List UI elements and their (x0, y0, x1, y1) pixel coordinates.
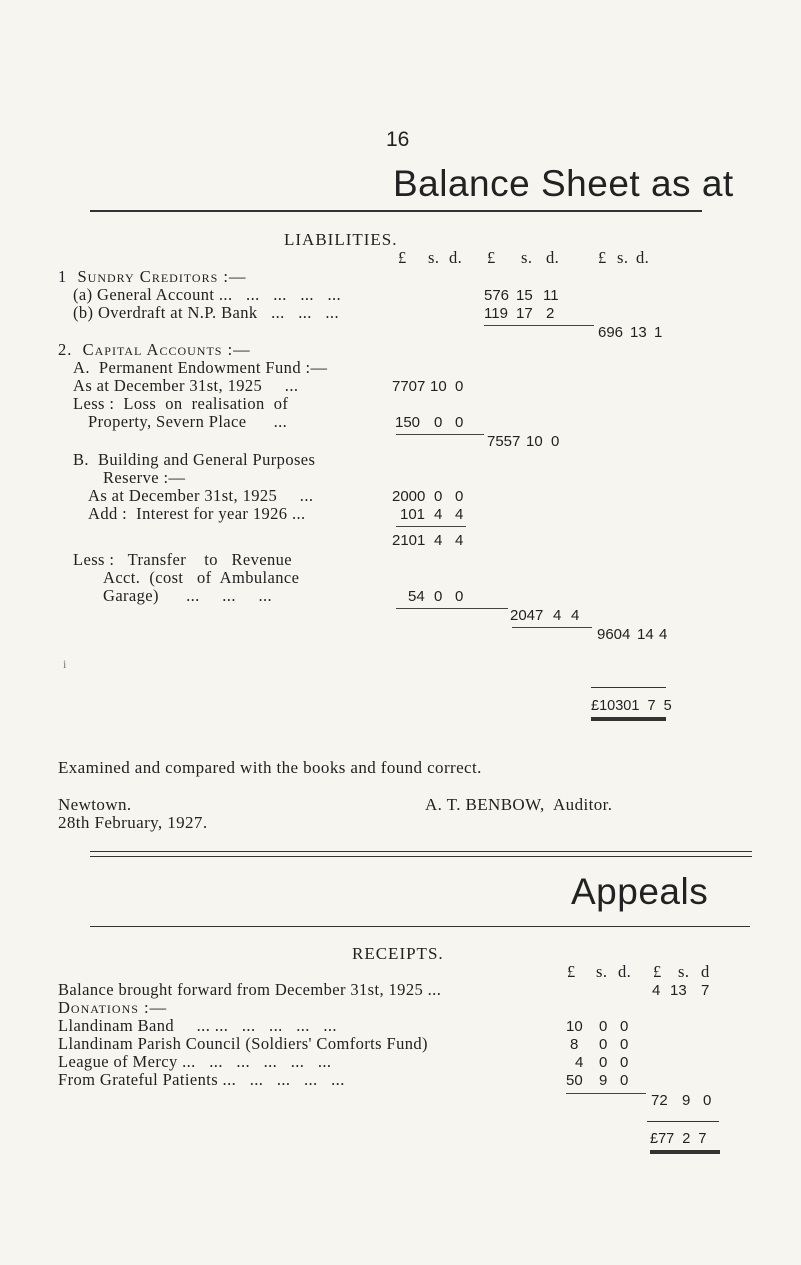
donation-name: Llandinam Parish Council (Soldiers' Comforts Fund) (58, 1034, 428, 1053)
building-less-shillings: 0 (434, 588, 443, 605)
building-line1-shillings: 0 (434, 488, 443, 505)
sundry-total-pence: 1 (654, 324, 663, 341)
building-line1-pounds: 2000 (392, 488, 426, 505)
appeals-total-rule-top (647, 1121, 719, 1122)
stray-mark: i (63, 657, 67, 671)
building-line2-pounds: 101 (400, 506, 426, 523)
overdraft-pence: 2 (546, 305, 555, 322)
balance-forward-pence: 7 (701, 982, 710, 999)
title-rule (90, 210, 702, 212)
appeals-title: Appeals (571, 871, 709, 912)
appeals-header-pounds-1: £ (567, 962, 576, 981)
building-subtotal-rule (396, 526, 466, 527)
balance-forward-shillings: 13 (670, 982, 687, 999)
balance-grand-total: £10301 7 5 (591, 698, 672, 714)
endowment-total-shillings: 10 (526, 433, 543, 450)
building-subtotal-pounds: 2101 (392, 532, 426, 549)
general-account-pence: 11 (543, 287, 559, 304)
donation-pounds: 10 (566, 1018, 583, 1035)
donations-total-shillings: 9 (682, 1092, 691, 1109)
col-header-shillings-1: s. (428, 248, 440, 267)
endowment-line2: Less : Loss on realisation of (73, 394, 289, 413)
section-separator-top (90, 851, 752, 852)
page-number: 16 (386, 128, 410, 151)
donation-name: From Grateful Patients ... ... ... ... ... (58, 1070, 345, 1089)
donation-shillings: 0 (599, 1036, 608, 1053)
building-less2: Acct. (cost of Ambulance (103, 568, 300, 587)
col-header-pence-2: d. (546, 248, 560, 267)
sundry-total-pounds: 696 (598, 324, 624, 341)
col-header-shillings-3: s. (617, 248, 629, 267)
appeals-total-rule-bottom (650, 1150, 720, 1154)
col-header-pounds-2: £ (487, 248, 496, 267)
col-header-pence-1: d. (449, 248, 463, 267)
donation-shillings: 0 (599, 1018, 608, 1035)
capital-total-shillings: 14 (637, 626, 654, 643)
endowment-line1-shillings: 10 (430, 378, 447, 395)
appeals-header-pence-1: d. (618, 962, 632, 981)
donation-pence: 0 (620, 1054, 629, 1071)
receipts-heading: RECEIPTS. (352, 944, 444, 963)
building-reserve-label2: Reserve :— (103, 468, 186, 487)
appeals-header-shillings-1: s. (596, 962, 608, 981)
donations-rule (566, 1093, 646, 1094)
endowment-fund-label: A. Permanent Endowment Fund :— (73, 358, 328, 377)
balance-forward-pounds: 4 (652, 982, 661, 999)
building-less1: Less : Transfer to Revenue (73, 550, 292, 569)
capital-total-rule (512, 627, 592, 628)
donation-pence: 0 (620, 1018, 629, 1035)
general-account-label: (a) General Account ... ... ... ... ... (73, 285, 342, 304)
building-line1: As at December 31st, 1925 ... (88, 486, 314, 505)
endowment-line3-shillings: 0 (434, 414, 443, 431)
grand-total-rule-bottom (591, 717, 666, 721)
appeals-grand-total: £77 2 7 (650, 1131, 707, 1147)
audit-date: 28th February, 1927. (58, 813, 208, 832)
overdraft-label: (b) Overdraft at N.P. Bank ... ... ... (73, 303, 339, 322)
building-line2: Add : Interest for year 1926 ... (88, 504, 306, 523)
building-line1-pence: 0 (455, 488, 464, 505)
capital-accounts-label: 2. Capital Accounts :— (58, 340, 251, 359)
building-less-pounds: 54 (408, 588, 425, 605)
general-account-pounds: 576 (484, 287, 510, 304)
endowment-line3: Property, Severn Place ... (88, 412, 288, 431)
donation-shillings: 9 (599, 1072, 608, 1089)
col-header-pounds-3: £ (598, 248, 607, 267)
balance-forward-label: Balance brought forward from December 31st, 1925 ... (58, 980, 442, 999)
endowment-line1-pence: 0 (455, 378, 464, 395)
liabilities-heading: LIABILITIES. (284, 230, 398, 249)
capital-total-pence: 4 (659, 626, 668, 643)
endowment-line3-pounds: 150 (395, 414, 421, 431)
overdraft-pounds: 119 (484, 305, 508, 322)
balance-sheet-title: Balance Sheet as at (393, 163, 734, 204)
general-account-shillings: 15 (516, 287, 533, 304)
place: Newtown. (58, 795, 132, 814)
building-total-shillings: 4 (553, 607, 562, 624)
overdraft-shillings: 17 (516, 305, 533, 322)
building-less3: Garage) ... ... ... (103, 586, 273, 605)
building-subtotal-pence: 4 (455, 532, 464, 549)
donation-name: League of Mercy ... ... ... ... ... ... (58, 1052, 332, 1071)
appeals-title-rule (90, 926, 750, 927)
building-line2-pence: 4 (455, 506, 464, 523)
donation-pounds: 8 (570, 1036, 579, 1053)
endowment-rule (396, 434, 484, 435)
endowment-line1: As at December 31st, 1925 ... (73, 376, 299, 395)
donations-total-pence: 0 (703, 1092, 712, 1109)
building-total-pounds: 2047 (510, 607, 544, 624)
building-reserve-label: B. Building and General Purposes (73, 450, 316, 469)
endowment-total-pence: 0 (551, 433, 560, 450)
donation-shillings: 0 (599, 1054, 608, 1071)
examined-statement: Examined and compared with the books and found correct. (58, 758, 482, 777)
section-separator-bottom (90, 856, 752, 857)
donations-total-pounds: 72 (651, 1092, 668, 1109)
endowment-line1-pounds: 7707 (392, 378, 426, 395)
sundry-total-shillings: 13 (630, 324, 647, 341)
building-subtotal-shillings: 4 (434, 532, 443, 549)
donations-label: Donations :— (58, 998, 168, 1017)
building-total-rule (396, 608, 508, 609)
appeals-header-pounds-2: £ (653, 962, 662, 981)
donation-pounds: 50 (566, 1072, 583, 1089)
capital-total-pounds: 9604 (597, 626, 631, 643)
appeals-header-pence-2: d (701, 962, 710, 981)
appeals-header-shillings-2: s. (678, 962, 690, 981)
donation-name: Llandinam Band ... ... ... ... ... ... (58, 1016, 337, 1035)
donation-pence: 0 (620, 1036, 629, 1053)
building-total-pence: 4 (571, 607, 580, 624)
col-header-shillings-2: s. (521, 248, 533, 267)
subtotal-rule (484, 325, 594, 326)
col-header-pounds-1: £ (398, 248, 407, 267)
endowment-total-pounds: 7557 (487, 433, 521, 450)
building-line2-shillings: 4 (434, 506, 443, 523)
grand-total-rule-top (591, 687, 666, 688)
building-less-pence: 0 (455, 588, 464, 605)
endowment-line3-pence: 0 (455, 414, 464, 431)
auditor-signature: A. T. BENBOW, Auditor. (425, 795, 613, 814)
donation-pence: 0 (620, 1072, 629, 1089)
donation-pounds: 4 (575, 1054, 584, 1071)
sundry-creditors-label: 1 Sundry Creditors :— (58, 267, 247, 286)
col-header-pence-3: d. (636, 248, 650, 267)
